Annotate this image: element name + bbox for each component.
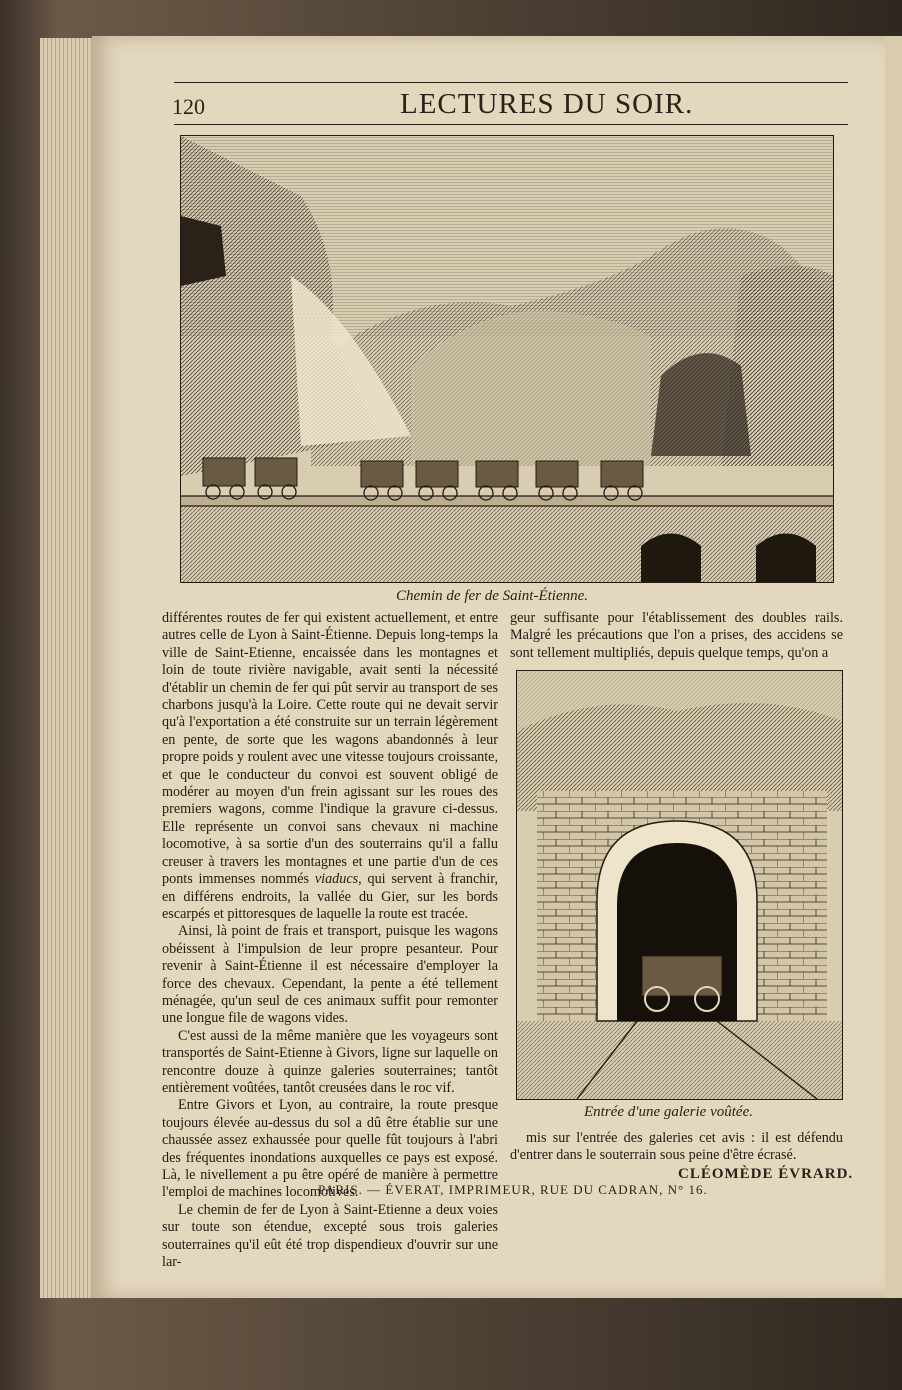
printer-footer: PARIS. — ÉVERAT, IMPRIMEUR, RUE DU CADRAN, N° 16. [318, 1182, 708, 1197]
top-rule [174, 82, 848, 83]
italic-term: viaducs [314, 871, 359, 888]
facing-page-edge [885, 36, 902, 1298]
right-paragraph-1: geur suffisante pour l'établissement des doubles rails. Malgré les précautions que l'on a prises, des accidens se sont tellement multipliés, depuis quelque temps, qu'on a [510, 610, 843, 661]
page-number: 120 [172, 94, 205, 119]
page-edges [40, 38, 100, 1298]
left-paragraph-4: Entre Givors et Lyon, au contraire, la route presque toujours élevée au-dessus du sol a dû être établie sur une chaussée assez exhaussée pour quelle fût toujours à l'abri des fréquentes inondations auxquelles ce pays est exposé. Là, le nivellement a pu être opéré de manière à permettre l'emploi de machines locomotives. [162, 1097, 498, 1201]
header-rule [174, 124, 848, 125]
left-paragraph-2: Ainsi, là point de frais et transport, puisque les wagons obéissent à l'impulsion de leur propre pesanteur. Pour revenir à Saint-Étienne il est nécessaire d'employer la force des chevaux. Cependant, la pente a été tellement ménagée, qu'un seul de ces animaux suffit pour remonter une longue file de wagons vides. [162, 923, 498, 1027]
running-title: LECTURES DU SOIR. [400, 88, 694, 120]
left-column [162, 610, 498, 1271]
left-paragraph-3: C'est aussi de la même manière que les voyageurs sont transportés de Saint-Etienne à Givors, ligne sur laquelle on rencontre douze à quinze galeries souterraines; tantôt entièrement voûtées, tantôt creusées dans le roc vif. [162, 1027, 498, 1096]
railway-engraving [180, 135, 834, 583]
top-figure-caption: Chemin de fer de Saint-Étienne. [396, 588, 589, 604]
tunnel-engraving [516, 670, 843, 1100]
railway-illustration [181, 136, 833, 582]
right-paragraph-2: mis sur l'entrée des galeries cet avis : il est défendu d'entrer dans le souterrain sous peine d'être écrasé. [510, 1130, 843, 1164]
left-paragraph-5: Le chemin de fer de Lyon à Saint-Etienne a deux voies sur toute son étendue, excepté sous trois galeries souterraines qu'il eût été trop dispendieux d'ouvrir sur une lar- [162, 1201, 498, 1271]
tunnel-illustration [517, 671, 842, 1099]
left-paragraph-1: différentes routes de fer qui existent actuellement, et entre autres celle de Lyon à Saint-Étienne. Depuis long-temps la ville de Saint-Etienne, encaissée dans les montagnes et loin de toute rivière navigable, avait senti la nécessité d'établir un chemin de fer qui pût servir au transport de ses charbons jusqu'à la Loire. Cette route qui ne devait servir qu'à l'exportation a été construite sur un terrain légèrement en pente, de sorte que les wagons abandonnés à leur propre poids y roulent avec une vitesse toujours croissante, et que le conducteur du convoi est souvent obligé de modérer au moyen d'un frein agissant sur les roues des premiers wagons, comme l'indique la gravure ci-dessus. Elle représente un convoi sans chevaux ni machine locomotive, à sa sortie d'un des souterrains qu'il a fallu creuser à travers les montagnes et une partie d'un de ces ponts immenses nommés viaducs, qui servent à franchir, en différens endroits, la vallée du Gier, sur les bords escarpés et pittoresques de laquelle la route est tracée. [162, 610, 498, 922]
right-column-top [510, 610, 843, 662]
right-column-bottom [510, 1130, 843, 1165]
author-signature: CLÉOMÈDE ÉVRARD. [678, 1166, 854, 1182]
bottom-figure-caption: Entrée d'une galerie voûtée. [584, 1104, 753, 1120]
